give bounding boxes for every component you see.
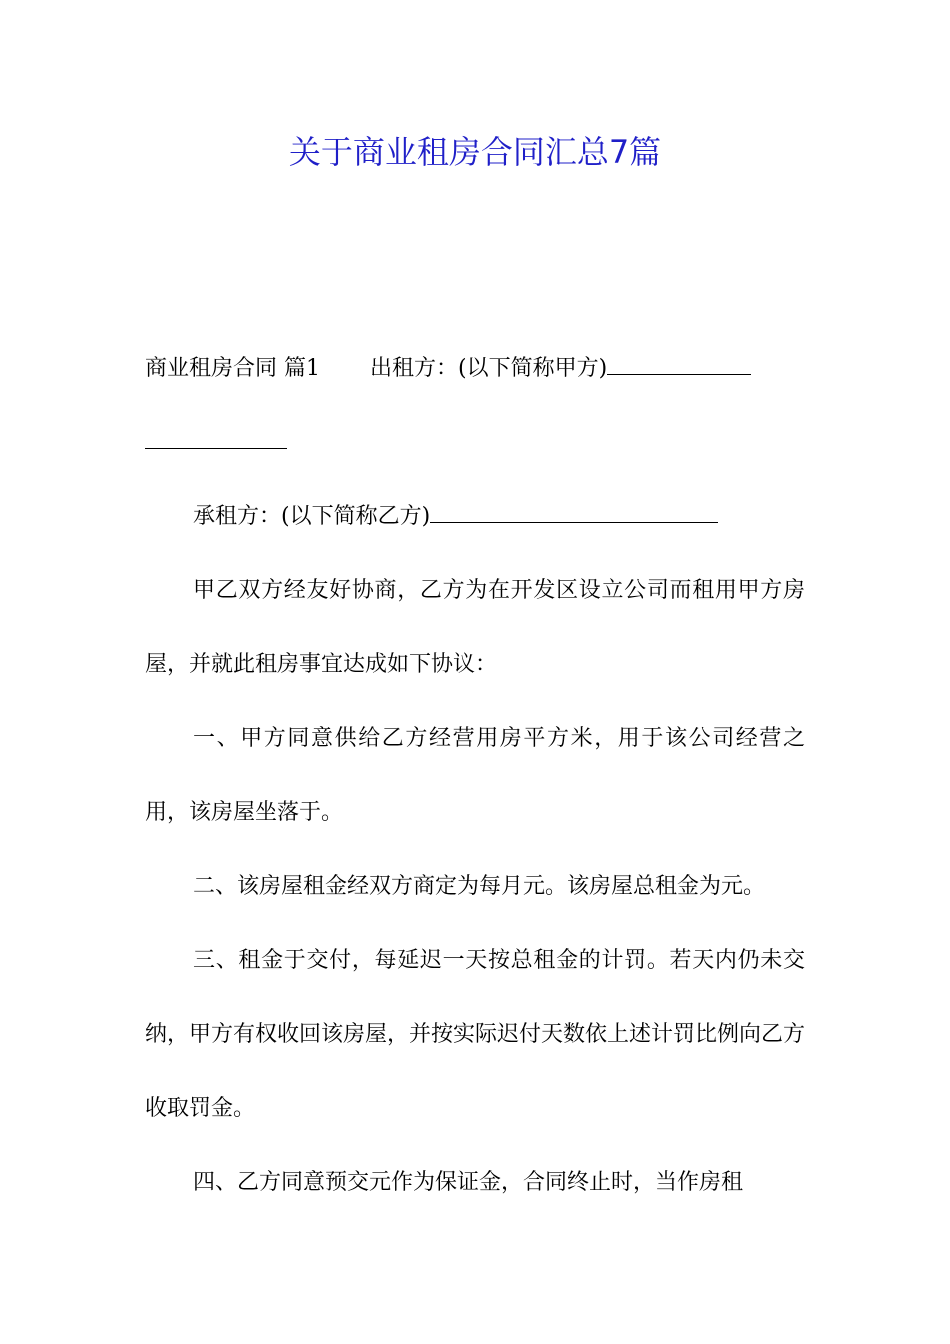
- lessor-label: 出租方：(以下简称甲方): [370, 356, 608, 381]
- document-title: 关于商业租房合同汇总7篇: [288, 133, 662, 171]
- lessor-blank-continued: [145, 406, 805, 480]
- paragraph: 甲乙双方经友好协商，乙方为在开发区设立公司而租用甲方房屋，并就此租房事宜达成如下协议：: [145, 578, 805, 677]
- paragraph: 二、该房屋租金经双方商定为每月元。该房屋总租金为元。: [193, 874, 766, 899]
- paragraph: 一、甲方同意供给乙方经营用房平方米，用于该公司经营之用，该房屋坐落于。: [145, 726, 805, 825]
- lessee-label: 承租方：(以下简称乙方): [193, 504, 431, 529]
- lessee-line: [145, 480, 805, 554]
- paragraph: 三、租金于交付，每延迟一天按总租金的计罚。若天内仍未交纳，甲方有权收回该房屋，并按实际迟付天数依上述计罚比例向乙方收取罚金。: [145, 948, 806, 1121]
- document-body: [145, 332, 805, 1220]
- paragraph: 四、乙方同意预交元作为保证金，合同终止时，当作房租: [193, 1170, 744, 1195]
- heading-line: [145, 332, 805, 406]
- lessee-blank: [430, 502, 718, 523]
- section-heading: 商业租房合同 篇1: [145, 356, 320, 381]
- lessor-blank: [607, 354, 751, 375]
